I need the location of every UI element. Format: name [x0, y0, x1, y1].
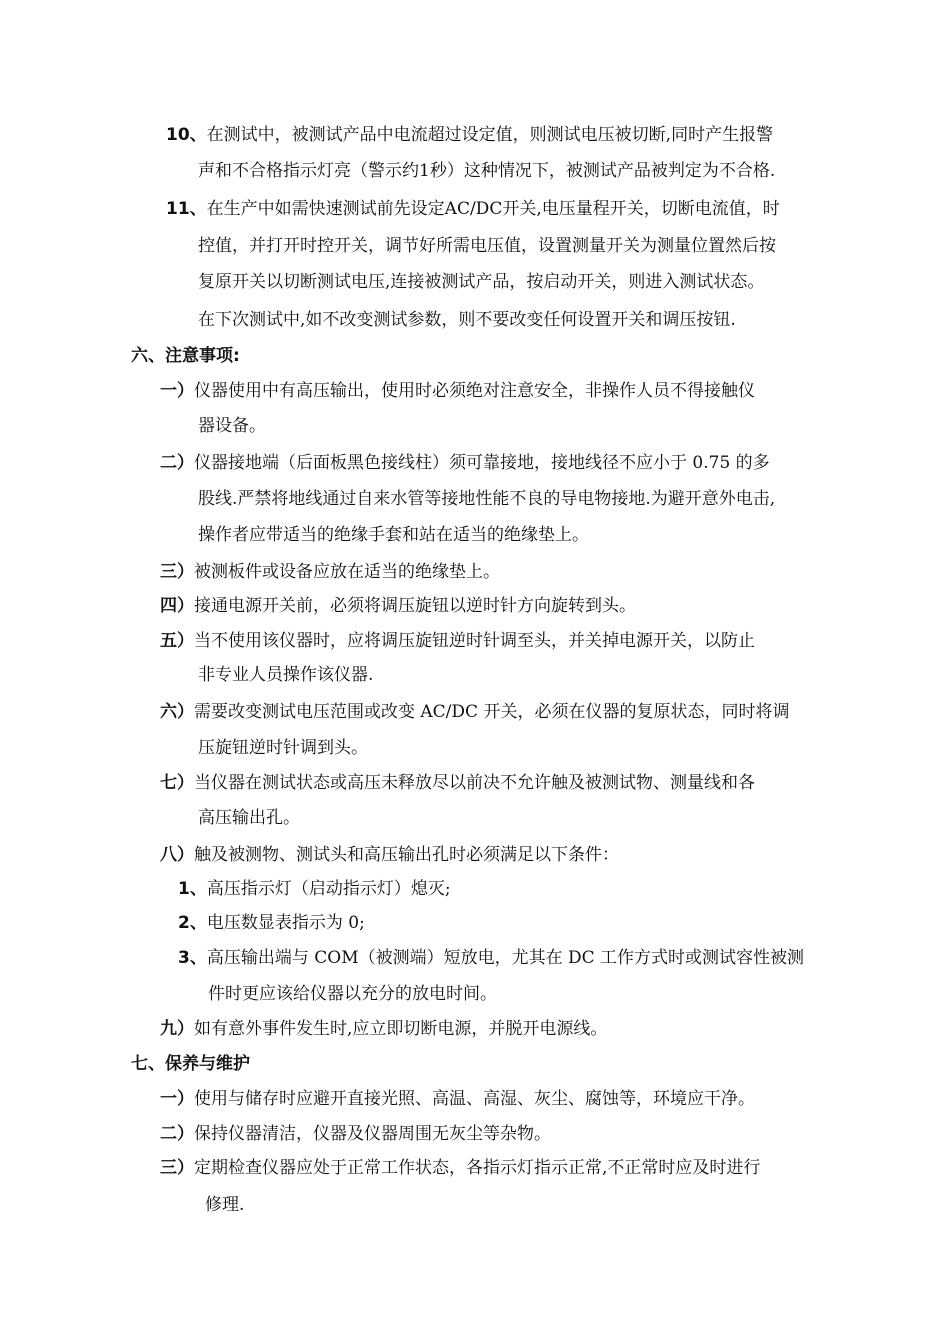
note-1-line-1	[160, 379, 755, 403]
maint-3-text-1: 定期检查仪器应处于正常工作状态，各指示灯指示正常,不正常时应及时进行	[194, 1158, 761, 1178]
note-4-marker: 四）	[160, 596, 194, 616]
note-2-marker: 二）	[160, 453, 194, 473]
note-2-line-1	[160, 451, 770, 475]
note-5-marker: 五）	[160, 631, 194, 651]
note-3-line-1	[160, 560, 500, 584]
note-6-text-1: 需要改变测试电压范围或改变 AC/DC 开关，必须在仪器的复原状态，同时将调	[194, 702, 790, 722]
item-11-line-4: 在下次测试中,如不改变测试参数，则不要改变任何设置开关和调压按钮.	[198, 310, 736, 330]
note-5-text-1: 当不使用该仪器时，应将调压旋钮逆时针调至头，并关掉电源开关，以防止	[194, 631, 755, 651]
note-4-text-1: 接通电源开关前，必须将调压旋钮以逆时针方向旋转到头。	[194, 596, 636, 616]
item-11-line-1	[166, 197, 780, 221]
condition-1-marker: 1、	[178, 879, 207, 899]
section-7-heading: 七、保养与维护	[131, 1054, 250, 1074]
note-9-line-1	[160, 1017, 607, 1041]
maint-2-text-1: 保持仪器清洁，仪器及仪器周围无灰尘等杂物。	[194, 1124, 551, 1144]
item-11-line-3: 复原开关以切断测试电压,连接被测试产品，按启动开关，则进入测试状态。	[198, 272, 765, 292]
item-10-line-2: 声和不合格指示灯亮（警示约1秒）这种情况下，被测试产品被判定为不合格.	[198, 161, 776, 181]
note-6-line-2: 压旋钮逆时针调到头。	[198, 738, 368, 758]
maint-1-marker: 一）	[160, 1089, 194, 1109]
note-8-marker: 八）	[160, 845, 194, 865]
item-11-line-2: 控值，并打开时控开关，调节好所需电压值，设置测量开关为测量位置然后按	[198, 236, 776, 256]
maint-3-line-2: 修理.	[205, 1195, 245, 1215]
condition-3-text-1: 高压输出端与 COM（被测端）短放电，尤其在 DC 工作方式时或测试容性被测	[206, 948, 805, 968]
maint-2-line-1	[160, 1122, 551, 1146]
maint-3-line-1	[160, 1156, 760, 1180]
note-8-text-1: 触及被测物、测试头和高压输出孔时必须满足以下条件：	[194, 845, 619, 865]
note-4-line-1	[160, 594, 636, 618]
maint-1-text-1: 使用与储存时应避开直接光照、高温、高湿、灰尘、腐蚀等，环境应干净。	[194, 1089, 755, 1109]
note-7-text-1: 当仪器在测试状态或高压未释放尽以前决不允许触及被测试物、测量线和各	[194, 773, 755, 793]
maint-3-marker: 三）	[160, 1158, 194, 1178]
item-11-marker: 11、	[166, 199, 207, 219]
note-8-line-1	[160, 843, 619, 867]
condition-3-line-2: 件时更应该给仪器以充分的放电时间。	[208, 984, 497, 1004]
note-1-text-1: 仪器使用中有高压输出，使用时必须绝对注意安全，非操作人员不得接触仪	[194, 381, 755, 401]
note-7-line-1	[160, 771, 755, 795]
note-2-line-3: 操作者应带适当的绝缘手套和站在适当的绝缘垫上。	[198, 525, 589, 545]
section-6-heading: 六、注意事项:	[131, 346, 240, 366]
note-2-text-1: 仪器接地端（后面板黑色接线柱）须可靠接地，接地线径不应小于 0.75 的多	[194, 453, 770, 473]
note-5-line-2: 非专业人员操作该仪器.	[198, 665, 374, 685]
item-10-marker: 10、	[166, 125, 207, 145]
note-9-marker: 九）	[160, 1019, 194, 1039]
note-9-text-1: 如有意外事件发生时,应立即切断电源，并脱开电源线。	[194, 1019, 608, 1039]
note-7-line-2: 高压输出孔。	[198, 808, 300, 828]
maint-1-line-1	[160, 1087, 755, 1111]
item-10-text-1: 在测试中，被测试产品中电流超过设定值，则测试电压被切断,同时产生报警	[206, 125, 774, 145]
condition-3-line-1	[178, 946, 804, 970]
note-5-line-1	[160, 629, 755, 653]
item-11-text-1: 在生产中如需快速测试前先设定AC/DC开关,电压量程开关，切断电流值，时	[206, 199, 780, 219]
note-7-marker: 七）	[160, 773, 194, 793]
note-1-line-2: 器设备。	[198, 416, 266, 436]
item-10-line-1	[166, 123, 773, 147]
condition-3-marker: 3、	[178, 948, 207, 968]
condition-2-text-1: 电压数显表指示为 0;	[206, 913, 365, 933]
note-6-line-1	[160, 700, 789, 724]
condition-2-marker: 2、	[178, 913, 207, 933]
note-1-marker: 一）	[160, 381, 194, 401]
note-6-marker: 六）	[160, 702, 194, 722]
condition-1-text-1: 高压指示灯（启动指示灯）熄灭;	[206, 879, 451, 899]
condition-2-line-1	[178, 911, 365, 935]
note-3-text-1: 被测板件或设备应放在适当的绝缘垫上。	[194, 562, 500, 582]
note-2-line-2: 股线.严禁将地线通过自来水管等接地性能不良的导电物接地.为避开意外电击,	[198, 489, 776, 509]
condition-1-line-1	[178, 877, 451, 901]
maint-2-marker: 二）	[160, 1124, 194, 1144]
note-3-marker: 三）	[160, 562, 194, 582]
